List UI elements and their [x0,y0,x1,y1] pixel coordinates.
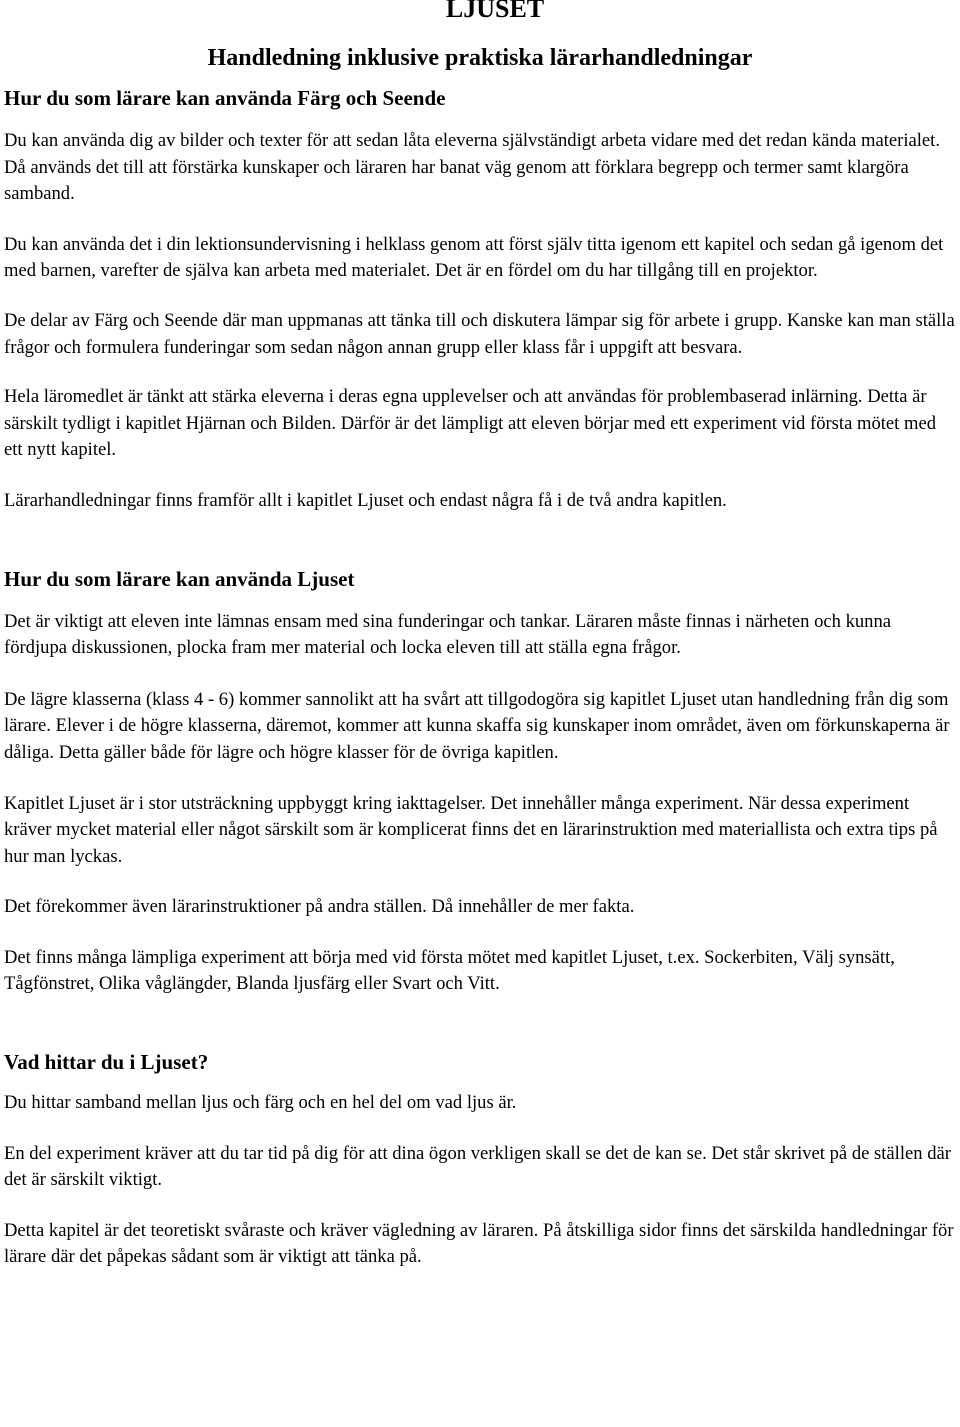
paragraph: Du kan använda dig av bilder och texter för att sedan låta eleverna självständigt arbeta vidare med det redan kända materialet. Då används det till att förstärka kunskaper och läraren har banat väg genom att förklara begrepp och termer samt klargöra samband. [4,130,940,205]
paragraph: Kapitlet Ljuset är i stor utsträckning uppbyggt kring iakttagelser. Det innehåller många experiment. När dessa experiment kräver mycket material eller något särskilt som är komplicerat finns det en lärarinstruktion med materiallista och extra tips på hur man lyckas. [4,792,938,867]
paragraph: De lägre klasserna (klass 4 - 6) kommer sannolikt att ha svårt att tillgodogöra sig kapitlet Ljuset utan handledning från dig som lärare. Elever i de högre klasserna, däremot, kommer att kunna skaffa sig kunskaper inom området, även om förkunskaperna är dåliga. Detta gäller både för lägre och högre klasser för de övriga kapitlen. [4,688,950,763]
document-subtitle: Handledning inklusive praktiska lärarhandledningar [207,45,753,71]
section-heading-vad-hittar-du: Vad hittar du i Ljuset? [4,1050,209,1075]
paragraph: Det finns många lämpliga experiment att börja med vid första mötet med kapitlet Ljuset, t.ex. Sockerbiten, Välj synsätt, Tågfönstret, Olika våglängder, Blanda ljusfärg eller Svart och Vitt. [4,946,895,995]
paragraph: Du hittar samband mellan ljus och färg och en hel del om vad ljus är. [4,1092,517,1114]
section-heading-ljuset: Hur du som lärare kan använda Ljuset [4,566,355,591]
paragraph: Det förekommer även lärarinstruktioner på andra ställen. Då innehåller de mer fakta. [4,896,635,918]
paragraph: Lärarhandledningar finns framför allt i kapitlet Ljuset och endast några få i de två andra kapitlen. [4,489,727,511]
paragraph: Du kan använda det i din lektionsundervisning i helklass genom att först själv titta igenom ett kapitel och sedan gå igenom det med barnen, varefter de själva kan arbeta med materialet. Det är en fördel om du har tillgång till en projektor. [4,233,944,282]
paragraph: Detta kapitel är det teoretiskt svåraste och kräver vägledning av läraren. På åtskilliga sidor finns det särskilda handledningar för lärare där det påpekas sådant som är viktigt att tänka på. [4,1219,954,1268]
paragraph: En del experiment kräver att du tar tid på dig för att dina ögon verkligen skall se det de kan se. Det står skrivet på de ställen där det är särskilt viktigt. [4,1142,951,1191]
document-page [4,0,956,1271]
section-heading-farg-och-seende: Hur du som lärare kan använda Färg och Seende [4,86,446,110]
document-title: LJUSET [445,0,545,23]
paragraph: Det är viktigt att eleven inte lämnas ensam med sina funderingar och tankar. Läraren måste finnas i närheten och kunna fördjupa diskussionen, plocka fram mer material och locka eleven till att ställa egna frågor. [4,610,892,659]
paragraph: Hela läromedlet är tänkt att stärka eleverna i deras egna upplevelser och att användas för problembaserad inlärning. Detta är särskilt tydligt i kapitlet Hjärnan och Bilden. Därför är det lämpligt att eleven börjar med ett experiment vid första mötet med ett nytt kapitel. [4,386,936,461]
paragraph: De delar av Färg och Seende där man uppmanas att tänka till och diskutera lämpar sig för arbete i grupp. Kanske kan man ställa frågor och formulera funderingar som sedan någon annan grupp eller klass får i uppgift att besvara. [4,309,955,358]
